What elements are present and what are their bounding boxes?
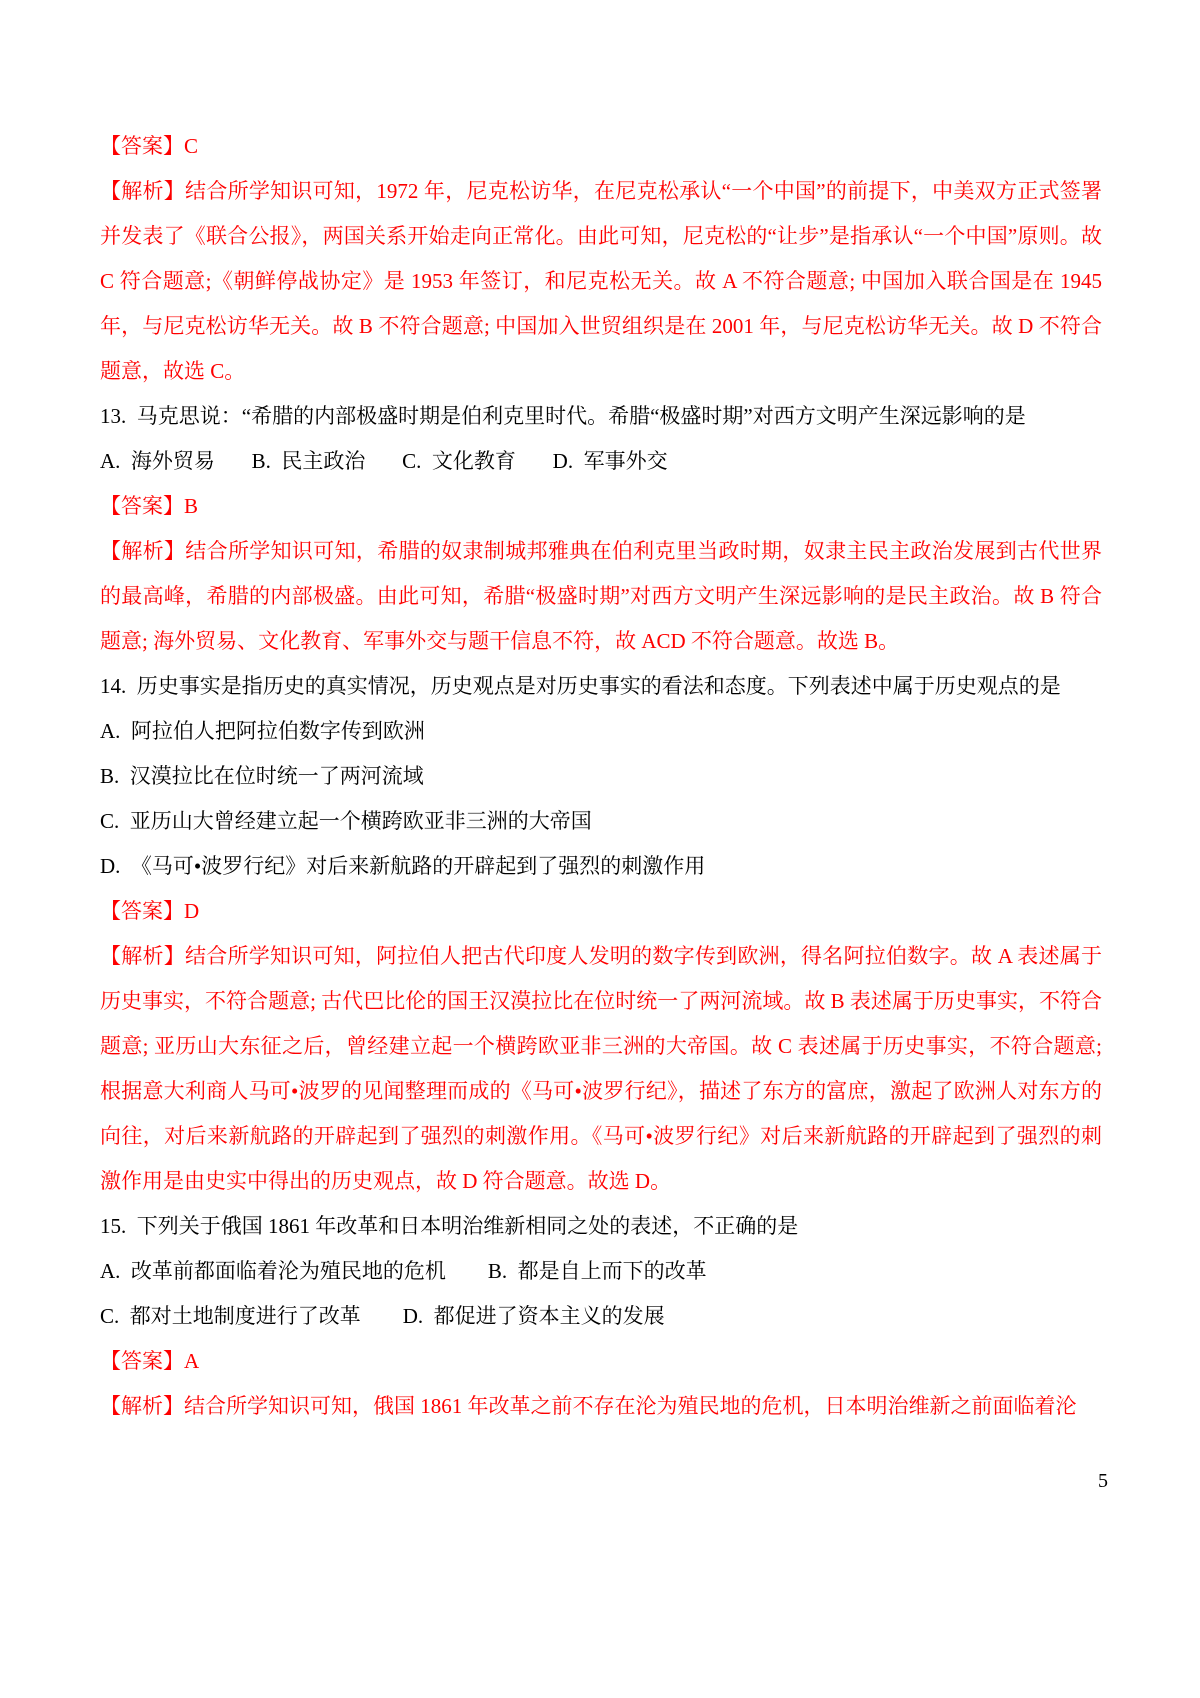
document-content: [100, 124, 1102, 1429]
question-stem: 14. 历史事实是指历史的真实情况，历史观点是对历史事实的看法和态度。下列表述中属于历史观点的是: [100, 674, 1061, 698]
question-stem: 13. 马克思说：“希腊的内部极盛时期是伯利克里时代。希腊“极盛时期”对西方文明产生深远影响的是: [100, 404, 1026, 428]
question-stem: 15. 下列关于俄国 1861 年改革和日本明治维新相同之处的表述，不正确的是: [100, 1214, 799, 1238]
options-line: A. 海外贸易 B. 民主政治 C. 文化教育 D. 军事外交: [100, 449, 668, 473]
option-line-c: C. 亚历山大曾经建立起一个横跨欧亚非三洲的大帝国: [100, 809, 592, 833]
answer-line: 【答案】A: [100, 1349, 200, 1373]
options-line: A. 改革前都面临着沦为殖民地的危机 B. 都是自上而下的改革: [100, 1259, 707, 1283]
answer-line: 【答案】C: [100, 134, 199, 158]
answer-line: 【答案】B: [100, 494, 199, 518]
option-line-a: A. 阿拉伯人把阿拉伯数字传到欧洲: [100, 719, 425, 743]
analysis-paragraph: 【解析】结合所学知识可知，俄国 1861 年改革之前不存在沦为殖民地的危机，日本明治维新之前面临着沦: [100, 1394, 1077, 1418]
page-number: 5: [1098, 1470, 1108, 1492]
option-line-d: D. 《马可•波罗行纪》对后来新航路的开辟起到了强烈的刺激作用: [100, 854, 706, 878]
option-line-b: B. 汉漠拉比在位时统一了两河流域: [100, 764, 424, 788]
options-line: C. 都对土地制度进行了改革 D. 都促进了资本主义的发展: [100, 1304, 665, 1328]
analysis-paragraph: 【解析】结合所学知识可知，希腊的奴隶制城邦雅典在伯利克里当政时期，奴隶主民主政治发展到古代世界的最高峰，希腊的内部极盛。由此可知，希腊“极盛时期”对西方文明产生深远影响的是民主政治。故 B 符合题意; 海外贸易、文化教育、军事外交与题干信息不符，故 ACD 不符合题意。故选 B。: [100, 539, 1102, 653]
analysis-paragraph: 【解析】结合所学知识可知，阿拉伯人把古代印度人发明的数字传到欧洲，得名阿拉伯数字。故 A 表述属于历史事实，不符合题意; 古代巴比伦的国王汉漠拉比在位时统一了两河流域。故 B 表述属于历史事实，不符合题意; 亚历山大东征之后，曾经建立起一个横跨欧亚非三洲的大帝国。故 C 表述属于历史事实，不符合题意; 根据意大利商人马可•波罗的见闻整理而成的《马可•波罗行纪》，描述了东方的富庶，激起了欧洲人对东方的向往，对后来新航路的开辟起到了强烈的刺激作用。《马可•波罗行纪》对后来新航路的开辟起到了强烈的刺激作用是由史实中得出的历史观点，故 D 符合题意。故选 D。: [100, 944, 1102, 1193]
analysis-paragraph: 【解析】结合所学知识可知，1972 年，尼克松访华，在尼克松承认“一个中国”的前提下，中美双方正式签署并发表了《联合公报》，两国关系开始走向正常化。由此可知，尼克松的“让步”是指承认“一个中国”原则。故 C 符合题意;《朝鲜停战协定》是 1953 年签订，和尼克松无关。故 A 不符合题意; 中国加入联合国是在 1945 年，与尼克松访华无关。故 B 不符合题意; 中国加入世贸组织是在 2001 年，与尼克松访华无关。故 D 不符合题意，故选 C。: [100, 179, 1102, 383]
answer-line: 【答案】D: [100, 899, 200, 923]
